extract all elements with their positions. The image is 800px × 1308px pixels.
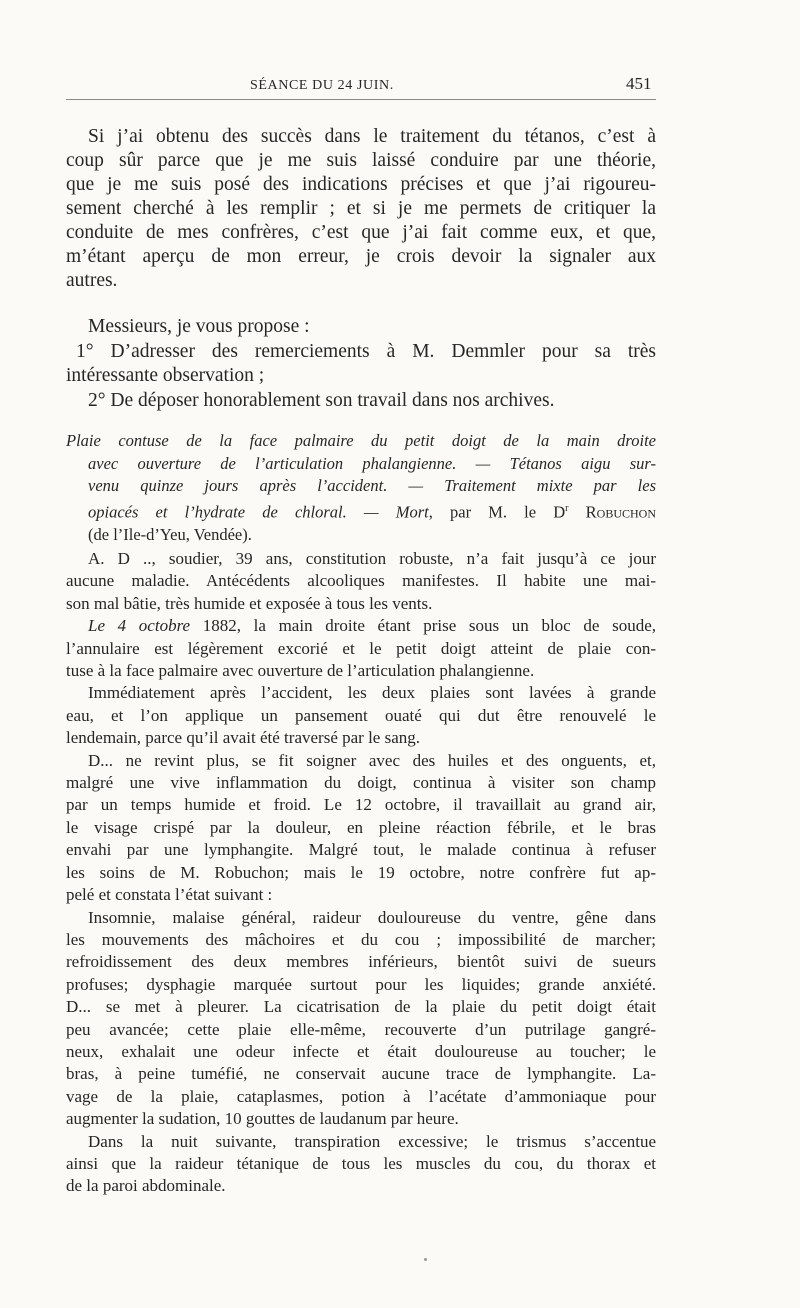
case-heading-line (66, 498, 656, 524)
body-line: profuses; dysphagie marquée surtout pour les liquides; grande anxiété. (66, 974, 656, 994)
body-line (66, 615, 656, 637)
body-line: ainsi que la raideur tétanique de tous les muscles du cou, du thorax et (66, 1153, 656, 1173)
header-rule (66, 99, 656, 100)
case-body (66, 548, 656, 1198)
body-line: malgré une vive inflammation du doigt, continua à visiter son champ (66, 773, 656, 793)
body-line: par un temps humide et froid. Le 12 octobre, il travaillait au grand air, (66, 795, 656, 815)
proposal-section (66, 315, 656, 413)
case-heading-author: Robuchon (568, 502, 656, 521)
intro-line: conduite de mes confrères, c’est que j’ai fait comme eux, et que, (66, 222, 656, 243)
intro-line: m’étant aperçu de mon erreur, je crois devoir la signaler aux (66, 246, 656, 267)
proposal-item-2: 2° De déposer honorablement son travail dans nos archives. (88, 389, 555, 411)
intro-line: que je me suis posé des indications précises et que j’ai rigoureu- (66, 174, 656, 195)
running-head (0, 74, 800, 98)
body-line: refroidissement des deux membres inférieurs, bientôt suivi de sueurs (66, 952, 656, 972)
intro-line: sement cherché à les remplir ; et si je me permets de critiquer la (66, 198, 656, 219)
body-line: D... se met à pleurer. La cicatrisation de la plaie du petit doigt était (66, 997, 656, 1017)
intro-line: Si j’ai obtenu des succès dans le traitement du tétanos, c’est à (88, 126, 656, 147)
body-line: pelé et constata l’état suivant : (66, 885, 273, 905)
body-text: 1882, la main droite étant prise sous un bloc de soude, (190, 616, 656, 636)
intro-line: coup sûr parce que je me suis laissé conduire par une théorie, (66, 150, 656, 171)
body-line: de la paroi abdominale. (66, 1176, 226, 1196)
case-heading-location: (de l’Ile-d’Yeu, Vendée). (88, 524, 252, 544)
body-line: neux, exhalait une odeur infecte et était douloureuse au toucher; le (66, 1041, 656, 1061)
body-line: Dans la nuit suivante, transpiration excessive; le trismus s’accentue (88, 1131, 656, 1151)
intro-line: autres. (66, 270, 118, 291)
body-line: A. D .., soudier, 39 ans, constitution robuste, n’a fait jusqu’à ce jour (88, 549, 656, 568)
intro-paragraph (66, 125, 656, 293)
proposal-item-1: 1° D’adresser des remerciements à M. Demmler pour sa très (76, 340, 656, 362)
case-heading-line: venu quinze jours après l’accident. — Traitement mixte par les (88, 476, 656, 495)
body-line: lendemain, parce qu’il avait été traversé par le sang. (66, 728, 420, 748)
proposal-item-1-cont: intéressante observation ; (66, 365, 265, 386)
print-speck (424, 1258, 427, 1261)
running-head-title: SÉANCE DU 24 JUIN. (250, 78, 394, 93)
case-heading-outcome: Mort (395, 502, 429, 521)
body-line: les soins de M. Robuchon; mais le 19 octobre, notre confrère fut ap- (66, 862, 656, 882)
case-heading-treatment: opiacés et l’hydrate de chloral. — (88, 502, 396, 521)
body-line: peu avancée; cette plaie elle-même, recouverte d’un putrilage gangré- (66, 1019, 656, 1039)
body-line: aucune maladie. Antécédents alcooliques manifestes. Il habite une mai- (66, 571, 656, 591)
body-line: les mouvements des mâchoires et du cou ; impossibilité de marcher; (66, 929, 656, 949)
proposal-intro: Messieurs, je vous propose : (88, 316, 310, 337)
body-line: envahi par une lymphangite. Malgré tout, le malade continua à refuser (66, 840, 656, 860)
body-line: Insomnie, malaise général, raideur douloureuse du ventre, gêne dans (88, 907, 656, 927)
case-heading-line: avec ouverture de l’articulation phalangienne. — Tétanos aigu sur- (88, 453, 656, 473)
body-line: D... ne revint plus, se fit soigner avec des huiles et des onguents, et, (88, 750, 656, 770)
case-heading (66, 430, 656, 546)
case-heading-sup: r (565, 502, 569, 514)
body-line: son mal bâtie, très humide et exposée à tous les vents. (66, 593, 433, 613)
body-date: Le 4 octobre (88, 616, 191, 636)
body-line: vage de la plaie, cataplasmes, potion à l’acétate d’ammoniaque pour (66, 1086, 656, 1106)
case-heading-by: , par M. le D (428, 502, 566, 521)
body-line: Immédiatement après l’accident, les deux plaies sont lavées à grande (88, 683, 656, 703)
case-heading-line: Plaie contuse de la face palmaire du petit doigt de la main droite (66, 431, 656, 450)
body-line: l’annulaire est légèrement excorié et le petit doigt atteint de plaie con- (66, 638, 656, 658)
body-line: eau, et l’on applique un pansement ouaté qui dut être renouvelé le (66, 705, 656, 725)
body-line: bras, à peine tuméfié, ne conservait aucune trace de lymphangite. La- (66, 1064, 656, 1084)
body-line: le visage crispé par la douleur, en pleine réaction fébrile, et le bras (66, 817, 656, 837)
body-line: augmenter la sudation, 10 gouttes de laudanum par heure. (66, 1109, 459, 1129)
page-number: 451 (626, 74, 652, 93)
body-line: tuse à la face palmaire avec ouverture de l’articulation phalangienne. (66, 661, 535, 681)
